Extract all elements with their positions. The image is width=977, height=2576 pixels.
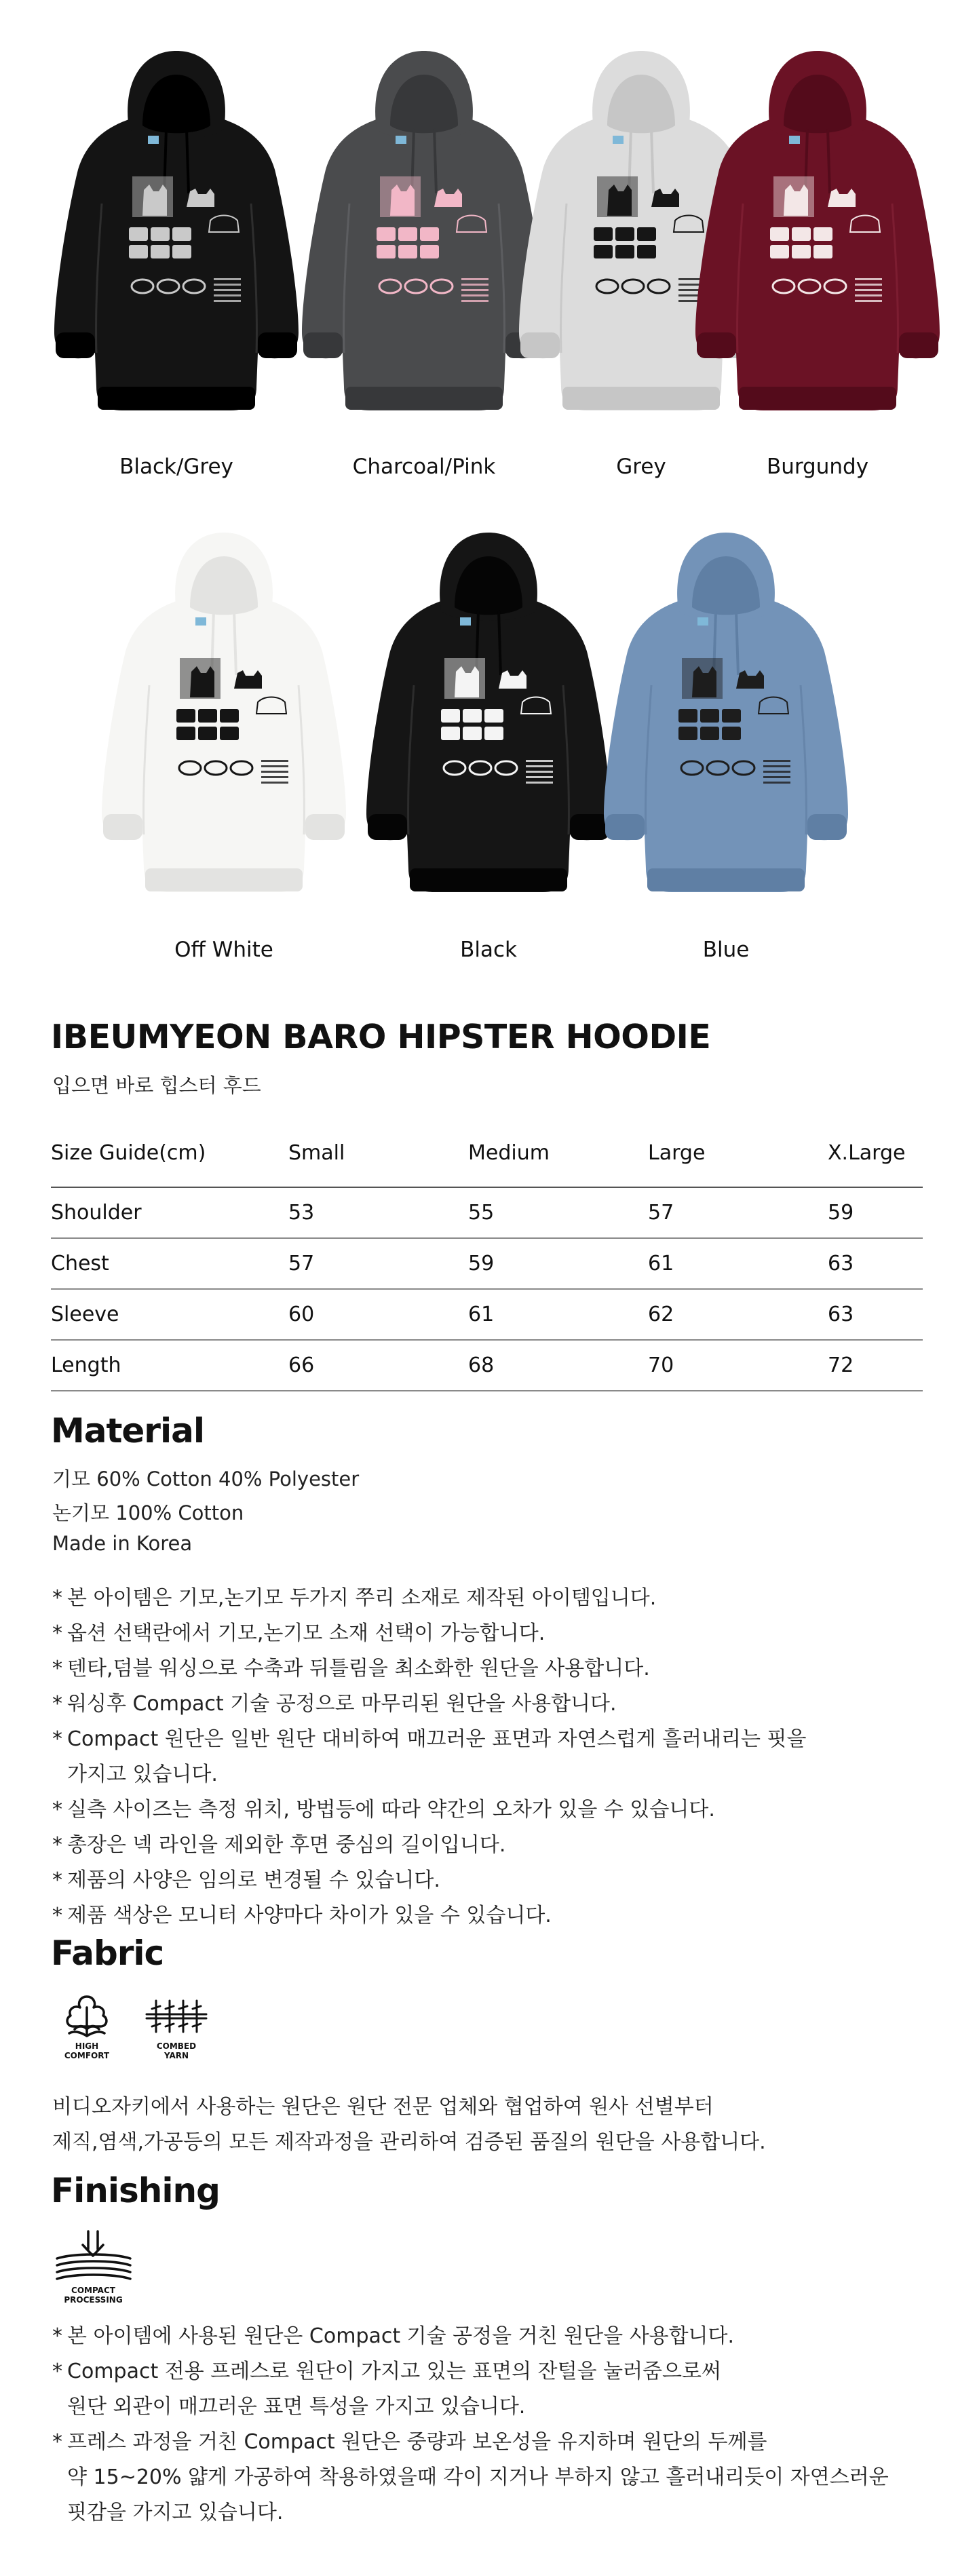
- print-text-line: [763, 771, 790, 773]
- print-text-line: [855, 294, 882, 296]
- print-block: [176, 727, 195, 740]
- print-block: [463, 709, 482, 723]
- print-text-line: [261, 782, 288, 784]
- colorway-black-grey: [37, 34, 315, 495]
- print-block: [129, 227, 148, 241]
- size-guide-table: [51, 1119, 923, 1391]
- print-text-line: [461, 294, 488, 296]
- print-block: [594, 245, 613, 258]
- product-title: IBEUMYEON BARO HIPSTER HOODIE: [51, 1018, 711, 1056]
- icon-caption: HIGH: [75, 2041, 99, 2051]
- print-block: [637, 227, 656, 241]
- print-block: [792, 245, 811, 258]
- hoodie-hem: [145, 868, 303, 891]
- finishing-heading: Finishing: [51, 2171, 220, 2210]
- print-text-line: [763, 760, 790, 762]
- print-block: [700, 709, 719, 723]
- print-block: [792, 227, 811, 241]
- print-block: [377, 227, 396, 241]
- print-block: [172, 227, 191, 241]
- print-text-line: [855, 300, 882, 302]
- size-row-label: Length: [51, 1353, 121, 1377]
- icon-caption: COMFORT: [64, 2051, 110, 2060]
- list-item: * 본 아이템에 사용된 원단은 Compact 기술 공정을 거친 원단을 사용합니다.: [52, 2324, 735, 2348]
- print-text-line: [261, 765, 288, 767]
- size-cell: 68: [468, 1353, 495, 1377]
- icon-caption: YARN: [164, 2051, 189, 2060]
- material-line: Made in Korea: [52, 1532, 193, 1555]
- print-text-line: [461, 284, 488, 286]
- colorway-label: Charcoal/Pink: [352, 455, 496, 479]
- hoodie-body: [604, 597, 848, 892]
- icon-caption: COMBED: [156, 2041, 197, 2051]
- size-table-header: Small: [288, 1141, 345, 1165]
- print-block: [813, 227, 832, 241]
- list-item: * 옵션 선택란에서 기모,논기모 소재 선택이 가능합니다.: [52, 1621, 545, 1645]
- hoodie-cuff: [807, 814, 847, 840]
- hoodie-cuff: [605, 814, 645, 840]
- product-subtitle: 입으면 바로 힙스터 후드: [52, 1074, 261, 1097]
- print-text-line: [763, 776, 790, 778]
- print-text-line: [214, 278, 241, 280]
- list-item: * 제품의 사양은 임의로 변경될 수 있습니다.: [52, 1868, 440, 1892]
- print-block: [678, 709, 697, 723]
- size-table-header: Medium: [468, 1141, 550, 1165]
- colorway-label: Blue: [702, 938, 750, 962]
- size-cell: 63: [828, 1252, 854, 1275]
- hoodie-hem: [739, 387, 896, 410]
- print-block: [484, 709, 503, 723]
- print-block: [198, 727, 217, 740]
- table-row: [51, 1340, 923, 1391]
- colorway-label: Black/Grey: [119, 455, 233, 479]
- list-item-continued: 약 15~20% 얇게 가공하여 착용하였을때 각이 지거나 부하지 않고 흘러내리듯이 자연스러운: [67, 2465, 889, 2489]
- list-item-continued: 가지고 있습니다.: [67, 1763, 218, 1786]
- print-block: [151, 245, 170, 258]
- print-text-line: [261, 776, 288, 778]
- print-block: [420, 227, 439, 241]
- material-heading: Material: [51, 1411, 204, 1450]
- hoodie-body: [102, 597, 346, 892]
- hoodie-body: [695, 115, 940, 410]
- colorway-label: Black: [460, 938, 517, 962]
- size-row-label: Chest: [51, 1252, 109, 1275]
- fabric-line: 비디오자키에서 사용하는 원단은 원단 전문 업체와 협업하여 원사 선별부터: [52, 2095, 714, 2119]
- hoodie-cuff: [899, 332, 938, 358]
- icon-caption: PROCESSING: [64, 2295, 123, 2305]
- print-block: [615, 227, 634, 241]
- print-text-line: [461, 278, 488, 280]
- print-text-line: [526, 765, 553, 767]
- print-block: [441, 709, 460, 723]
- brand-tag: [613, 136, 624, 144]
- size-table-header: Large: [648, 1141, 706, 1165]
- size-table-header: Size Guide(cm): [51, 1141, 206, 1165]
- hoodie-cuff: [368, 814, 407, 840]
- print-block: [198, 709, 217, 723]
- size-cell: 62: [648, 1303, 674, 1326]
- print-text-line: [214, 300, 241, 302]
- print-text-line: [526, 776, 553, 778]
- finishing-icon-compact-processing: [51, 2229, 136, 2305]
- print-block: [129, 245, 148, 258]
- material-line: 기모 60% Cotton 40% Polyester: [52, 1467, 360, 1491]
- size-cell: 72: [828, 1353, 854, 1377]
- brand-tag: [195, 617, 206, 626]
- size-cell: 55: [468, 1201, 495, 1225]
- brand-tag: [396, 136, 406, 144]
- list-item: * 총장은 넥 라인을 제외한 후면 중심의 길이입니다.: [52, 1833, 506, 1857]
- size-row-label: Shoulder: [51, 1201, 142, 1225]
- print-text-line: [261, 771, 288, 773]
- size-row-label: Sleeve: [51, 1303, 119, 1326]
- hoodie-cuff: [56, 332, 95, 358]
- print-block: [594, 227, 613, 241]
- print-text-line: [526, 782, 553, 784]
- fabric-heading: Fabric: [51, 1934, 164, 1973]
- print-text-line: [461, 289, 488, 291]
- hoodie-hem: [647, 868, 805, 891]
- print-block: [151, 227, 170, 241]
- list-item: * 프레스 과정을 거친 Compact 원단은 중량과 보온성을 유지하며 원단의 두께를: [52, 2430, 767, 2454]
- print-text-line: [855, 278, 882, 280]
- list-item: * Compact 원단은 일반 원단 대비하여 매끄러운 표면과 자연스럽게 흘러내리는 핏을: [52, 1727, 807, 1751]
- table-row: [51, 1187, 923, 1238]
- brand-tag: [460, 617, 471, 626]
- list-item: * 텐타,덤블 워싱으로 수축과 뒤틀림을 최소화한 원단을 사용합니다.: [52, 1657, 650, 1680]
- hoodie-burgundy-image: [678, 34, 957, 441]
- colorway-label: Off White: [174, 938, 273, 962]
- list-item-continued: 원단 외관이 매끄러운 표면 특성을 가지고 있습니다.: [67, 2395, 526, 2419]
- brand-tag: [148, 136, 159, 144]
- colorway-off-white: [85, 516, 363, 977]
- hoodie-cuff: [305, 814, 345, 840]
- print-block: [722, 727, 741, 740]
- print-block: [441, 727, 460, 740]
- print-text-line: [763, 765, 790, 767]
- hoodie-hem: [98, 387, 255, 410]
- fabric-icon-high-comfort: [53, 1991, 121, 2060]
- icon-caption: COMPACT: [71, 2286, 115, 2295]
- compact-processing-icon: [53, 2229, 134, 2283]
- print-text-line: [214, 284, 241, 286]
- finishing-notes: [52, 2319, 889, 2531]
- hoodie-cuff: [697, 332, 736, 358]
- print-text-line: [855, 289, 882, 291]
- print-text-line: [763, 782, 790, 784]
- print-block: [722, 709, 741, 723]
- size-cell: 57: [648, 1201, 674, 1225]
- fabric-icon-combed-yarn: [139, 1991, 214, 2060]
- hoodie-body: [54, 115, 299, 410]
- size-cell: 66: [288, 1353, 315, 1377]
- print-block: [615, 245, 634, 258]
- hoodie-body: [366, 597, 611, 892]
- size-cell: 57: [288, 1252, 315, 1275]
- size-cell: 63: [828, 1303, 854, 1326]
- print-block: [420, 245, 439, 258]
- print-block: [398, 245, 417, 258]
- print-text-line: [526, 771, 553, 773]
- size-cell: 53: [288, 1201, 315, 1225]
- material-notes: [52, 1581, 806, 1934]
- list-item: * 실측 사이즈는 측정 위치, 방법등에 따라 약간의 오차가 있을 수 있습니다.: [52, 1798, 715, 1822]
- material-line: 논기모 100% Cotton: [52, 1501, 244, 1524]
- hoodie-cuff: [103, 814, 142, 840]
- print-block: [176, 709, 195, 723]
- print-block: [770, 227, 789, 241]
- table-row: [51, 1289, 923, 1340]
- hoodie-hem: [345, 387, 503, 410]
- hoodie-blue-image: [587, 516, 865, 923]
- print-block: [220, 709, 239, 723]
- size-cell: 60: [288, 1303, 315, 1326]
- print-block: [770, 245, 789, 258]
- size-cell: 61: [648, 1252, 674, 1275]
- print-block: [220, 727, 239, 740]
- colorway-label: Grey: [616, 455, 666, 479]
- colorway-burgundy: [678, 34, 957, 495]
- hoodie-black-image: [349, 516, 628, 923]
- list-item: * 제품 색상은 모니터 사양마다 차이가 있을 수 있습니다.: [52, 1904, 552, 1927]
- print-block: [700, 727, 719, 740]
- print-text-line: [261, 760, 288, 762]
- size-cell: 59: [828, 1201, 854, 1225]
- brand-tag: [789, 136, 800, 144]
- hoodie-off-white-image: [85, 516, 363, 923]
- size-cell: 70: [648, 1353, 674, 1377]
- colorway-black: [349, 516, 628, 977]
- print-block: [398, 227, 417, 241]
- size-table-header-row: [51, 1119, 923, 1187]
- size-cell: 61: [468, 1303, 495, 1326]
- combed-yarn-icon: [142, 1991, 210, 2039]
- hoodie-cuff: [520, 332, 560, 358]
- print-block: [637, 245, 656, 258]
- list-item: * Compact 전용 프레스로 원단이 가지고 있는 표면의 잔털을 눌러줌으로써: [52, 2360, 721, 2383]
- cotton-flower-icon: [60, 1991, 114, 2039]
- colorway-label: Burgundy: [766, 455, 869, 479]
- hoodie-black-grey-image: [37, 34, 315, 441]
- print-text-line: [461, 300, 488, 302]
- list-item-continued: 핏감을 가지고 있습니다.: [67, 2501, 284, 2524]
- print-block: [463, 727, 482, 740]
- print-text-line: [214, 294, 241, 296]
- print-text-line: [526, 760, 553, 762]
- size-cell: 59: [468, 1252, 495, 1275]
- print-block: [484, 727, 503, 740]
- hoodie-hem: [410, 868, 567, 891]
- print-block: [172, 245, 191, 258]
- print-block: [813, 245, 832, 258]
- list-item: * 본 아이템은 기모,논기모 두가지 쭈리 소재로 제작된 아이템입니다.: [52, 1586, 657, 1610]
- list-item: * 워싱후 Compact 기술 공정으로 마무리된 원단을 사용합니다.: [52, 1692, 617, 1716]
- print-text-line: [214, 289, 241, 291]
- table-row: [51, 1238, 923, 1289]
- size-table-header: X.Large: [828, 1141, 906, 1165]
- hoodie-cuff: [303, 332, 343, 358]
- colorway-blue: [587, 516, 865, 977]
- print-text-line: [855, 284, 882, 286]
- brand-tag: [697, 617, 708, 626]
- fabric-line: 제직,염색,가공등의 모든 제작과정을 관리하여 검증된 품질의 원단을 사용합니다.: [52, 2130, 766, 2154]
- print-block: [377, 245, 396, 258]
- print-block: [678, 727, 697, 740]
